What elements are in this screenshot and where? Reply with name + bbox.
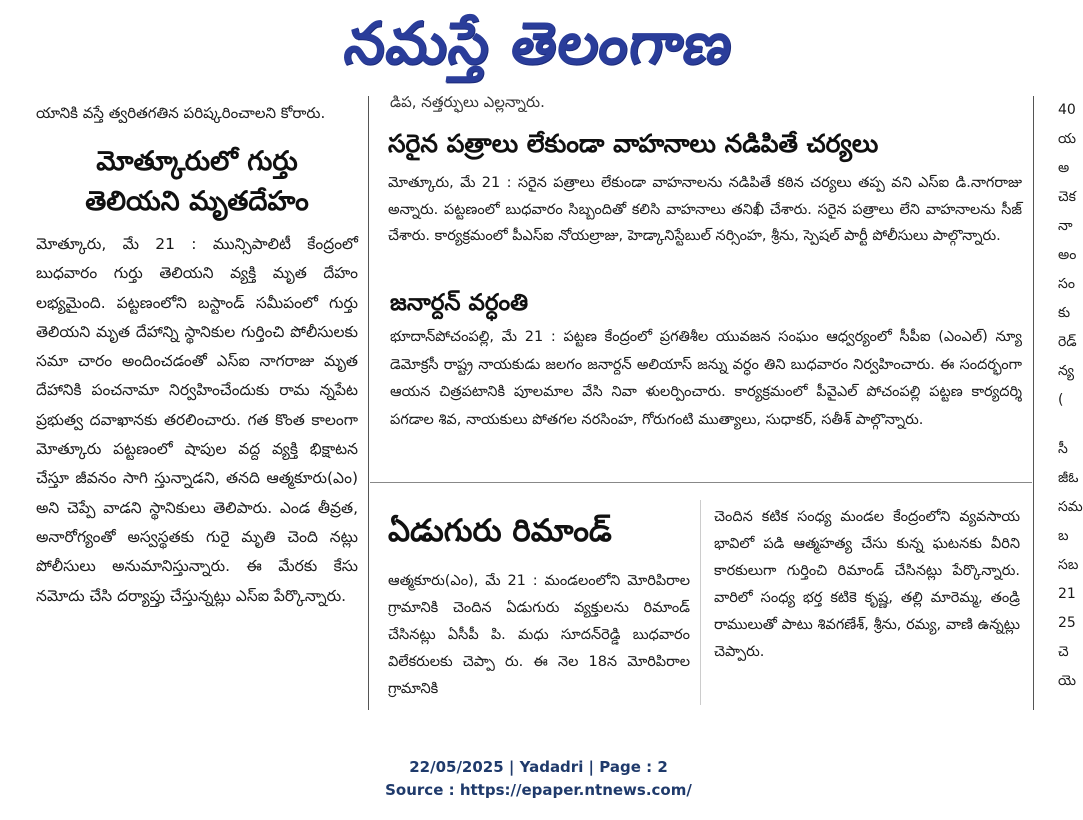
right-fragment: జీఓ [1058,470,1079,486]
article-remand-cont [714,504,1020,666]
right-fragment: య [1058,131,1077,147]
newspaper-logo: నమస్తే తెలంగాణ [339,9,738,77]
right-fragment: సం [1058,276,1075,292]
right-fragment: న్య [1058,363,1075,379]
right-fragment: సమ [1058,499,1083,515]
right-fragment: ( [1058,392,1064,408]
right-fragment: అం [1058,247,1077,263]
headline-unidentified-body-line2: తెలియని మృతదేహం [85,186,309,217]
left-top-fragment: యానికి వస్తే త్వరితగతిన పరిష్కరించాలని కోరారు. [36,104,326,122]
right-fragment: అ [1058,160,1070,176]
ad-column-divider [700,500,701,705]
footer-date-edition-page: 22/05/2025 | Yadadri | Page : 2 [409,758,668,776]
column-divider-left [368,96,369,710]
right-fragment: కు [1058,305,1071,321]
right-fragment: నా [1058,218,1073,234]
masthead [0,0,1077,88]
right-fragment: సబ [1058,557,1079,573]
headline-vehicles: సరైన పత్రాలు లేకుండా వాహనాలు నడిపితే చర్యలు [388,129,879,158]
center-top-fragment-box [390,92,1020,114]
article-remand-body-part2: చెందిన కటిక సంధ్య మండల కేంద్రంలోని వ్యవసాయ భావిలో పడి ఆత్మహత్య చేసు కున్న ఘటనకు వీరిని కారకులుగా గుర్తించి రిమాండ్ చేసినట్లు పేర్కొన్నారు. వారిలో సంధ్య భర్త కటికె కృష్ణ, తల్లి మారెమ్మ, తండ్రి రాములుతో పాటు శివగణేశ్, శ్రీను, రమ్య, వాణి ఉన్నట్లు చెప్పారు. [714,509,1020,660]
right-fragment: చెక [1058,189,1076,205]
article-janardhan [390,286,1022,434]
right-fragment: 21 [1058,586,1076,602]
left-column [36,98,358,611]
headline-janardhan: జనార్దన్ వర్ధంతి [390,290,529,316]
article-vehicles [388,124,1022,250]
column-divider-right [1033,96,1034,710]
right-fragment: 25 [1058,615,1076,631]
right-column-fragments [1058,96,1083,710]
article-janardhan-body: భూదాన్‌పోచంపల్లి, మే 21 : పట్టణ కేంద్రంలో ప్రగతిశీల యువజన సంఘం ఆధ్వర్యంలో సీపీఐ (ఎంఎల్) న్యూ డెమోక్రసీ రాష్ట్ర నాయకుడు జలగం జనార్దన్ అలియాస్ జన్ను వర్ధం తిని బుధవారం నిర్వహించారు. ఈ సందర్భంగా ఆయన చిత్రపటానికి పూలమాల వేసి నివా ళులర్పించారు. కార్యక్రమంలో పీవైఎల్ పోచంపల్లి పట్టణ కార్యదర్శి పగడాల శివ, నాయకులు పోతగల నరసింహ, గోరుగంటి ముత్యాలు, సుధాకర్, సతీశ్ పాల్గొన్నారు. [390,329,1022,428]
article-unidentified-body: మోత్కూరు, మే 21 : మున్సిపాలిటీ కేంద్రంలో బుధవారం గుర్తు తెలియని వ్యక్తి మృత దేహం లభ్యమైంది. పట్టణంలోని బస్టాండ్ సమీపంలో గుర్తు తెలియని మృత దేహాన్ని స్థానికుల గుర్తించి పోలీసులకు సమా చారం అందించడంతో ఎస్ఐ నాగరాజు మృత దేహానికి పంచనామా నిర్వహించేందుకు రామ న్నపేట ప్రభుత్వ దవాఖానకు తరలించారు. గత కొంత కాలంగా మోత్కూరు పట్టణంలో షాపుల వద్ద వ్యక్తి భిక్షాటన చేస్తూ జీవనం సాగి స్తున్నాడని, తనది ఆత్మకూరు(ఎం) అని చెప్పే వాడని స్థానికులు తెలిపారు. ఎండ తీవ్రత, అనారోగ్యంతో అస్వస్థతకు గురై మృతి చెంది నట్లు పోలీసులు అనుమానిస్తున్నారు. ఈ మేరకు కేసు నమోదు చేసి దర్యాప్తు చేస్తున్నట్లు ఎస్ఐ పేర్కొన్నారు. [36,235,358,605]
center-top-fragment: డిప, నత్తర్ఫులు ఎల్లన్నారు. [390,93,545,111]
right-fragment: బ [1058,528,1069,544]
right-fragment: చె [1058,644,1069,660]
right-fragment: యె [1058,673,1077,689]
right-fragment: సీ [1058,441,1068,457]
headline-unidentified-body-line1: మోత్కూరులో గుర్తు [96,146,298,177]
right-fragment: రెడ్ [1058,334,1077,350]
article-remand [388,508,690,703]
section-divider [370,482,1032,483]
article-remand-body-part1: ఆత్మకూరు(ఎం), మే 21 : మండలంలోని మోరిపిరాల గ్రామానికి చెందిన ఏడుగురు వ్యక్తులను రిమాండ్ చేసినట్లు ఏసీపీ పి. మధు సూదన్‌రెడ్డి బుధవారం విలేకరులకు చెప్పా రు. ఈ నెల 18న మోరిపిరాల గ్రామానికి [388,573,690,697]
footer-source: Source : https://epaper.ntnews.com/ [385,781,692,799]
headline-remand: ఏడుగురు రిమాండ్ [388,513,612,549]
article-vehicles-body: మోత్కూరు, మే 21 : సరైన పత్రాలు లేకుండా వాహనాలను నడిపితే కఠిన చర్యలు తప్ప వని ఎస్ఐ డి.నాగరాజు అన్నారు. పట్టణంలో బుధవారం సిబ్బందితో కలిసి వాహనాలు తనిఖీ చేశారు. సరైన పత్రాలు లేని వాహనాలను సీజ్ చేశారు. కార్యక్రమంలో పీఎస్ఐ నోయల్రాజు, హెడ్కానిస్టేబుల్ నర్సింహ, శ్రీను, స్పెషల్ పార్టీ పోలీసులు పాల్గొన్నారు. [388,175,1022,244]
right-fragment: 40 [1058,102,1076,118]
